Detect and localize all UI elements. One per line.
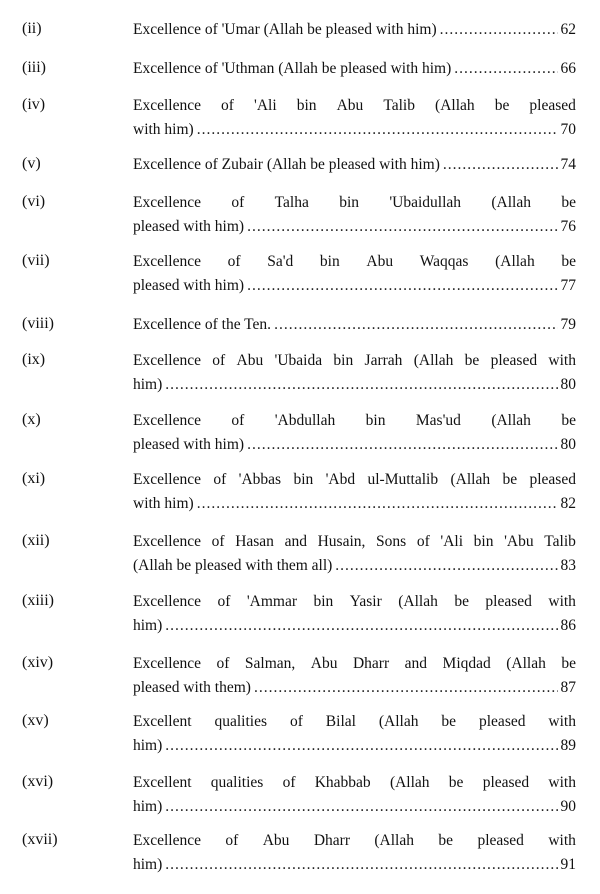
entry-title: [133, 652, 576, 700]
title-line: pleased with him): [133, 218, 245, 235]
entry-number: (xiii): [22, 592, 54, 609]
dot-leader: [335, 554, 557, 578]
title-line: him): [133, 617, 163, 634]
page-number: 74: [560, 156, 576, 173]
title-last-line: [133, 118, 576, 142]
page-number: 90: [560, 798, 576, 815]
entry-title: [133, 349, 576, 397]
title-line: Excellent qualities of Bilal (Allah be pleased with: [133, 713, 576, 730]
entry-title: [133, 530, 576, 578]
dot-leader: [165, 373, 557, 397]
title-line: Excellent qualities of Khabbab (Allah be pleased with: [133, 774, 576, 791]
title-line: Excellence of 'Uthman (Allah be pleased with him): [133, 60, 452, 77]
page-number: 80: [560, 436, 576, 453]
entry-number: (xii): [22, 532, 50, 549]
title-last-line: [133, 18, 576, 42]
title-line: Excellence of 'Ali bin Abu Talib (Allah be pleased: [133, 97, 576, 114]
dot-leader: [443, 153, 558, 177]
title-last-line: [133, 492, 576, 516]
page-number: 66: [560, 60, 576, 77]
title-last-line: [133, 853, 576, 877]
title-last-line: [133, 313, 576, 337]
entry-number: (xiv): [22, 654, 54, 671]
dot-leader: [197, 118, 558, 142]
title-line: Excellence of Talha bin 'Ubaidullah (Allah be: [133, 194, 576, 211]
page-number: 82: [560, 495, 576, 512]
dot-leader: [165, 734, 557, 758]
title-line: with him): [133, 495, 194, 512]
entry-title: [133, 829, 576, 877]
entry-title: [133, 710, 576, 758]
title-last-line: [133, 734, 576, 758]
page-number: 62: [560, 21, 576, 38]
entry-number: (xi): [22, 470, 46, 487]
dot-leader: [247, 433, 557, 457]
page-number: 76: [560, 218, 576, 235]
entry-number: (vii): [22, 252, 50, 269]
dot-leader: [440, 18, 558, 42]
dot-leader: [274, 313, 557, 337]
title-line: Excellence of the Ten.: [133, 316, 272, 333]
entry-title: [133, 250, 576, 298]
page-number: 83: [560, 557, 576, 574]
entry-number: (iv): [22, 96, 46, 113]
entry-title: [133, 18, 576, 42]
title-line: Excellence of Salman, Abu Dharr and Miqdad (Allah be: [133, 655, 576, 672]
title-line: Excellence of Zubair (Allah be pleased with him): [133, 156, 440, 173]
title-line: with him): [133, 121, 194, 138]
entry-number: (xvi): [22, 773, 54, 790]
title-line: him): [133, 798, 163, 815]
title-line: pleased with him): [133, 277, 245, 294]
entry-number: (v): [22, 155, 41, 172]
title-last-line: [133, 795, 576, 819]
entry-title: [133, 771, 576, 819]
title-line: Excellence of Sa'd bin Abu Waqqas (Allah be: [133, 253, 576, 270]
title-last-line: [133, 614, 576, 638]
entry-number: (xv): [22, 712, 49, 729]
title-line: pleased with him): [133, 436, 245, 453]
title-line: Excellence of 'Abdullah bin Mas'ud (Allah be: [133, 412, 576, 429]
title-line: him): [133, 376, 163, 393]
page-number: 86: [560, 617, 576, 634]
dot-leader: [165, 795, 557, 819]
title-last-line: [133, 676, 576, 700]
title-last-line: [133, 554, 576, 578]
entry-title: [133, 191, 576, 239]
title-line: Excellence of Hasan and Husain, Sons of 'Ali bin 'Abu Talib: [133, 533, 576, 550]
title-last-line: [133, 433, 576, 457]
entry-title: [133, 590, 576, 638]
title-line: Excellence of Abu Dharr (Allah be pleased with: [133, 832, 576, 849]
title-last-line: [133, 153, 576, 177]
entry-number: (viii): [22, 315, 54, 332]
dot-leader: [247, 215, 557, 239]
title-last-line: [133, 274, 576, 298]
entry-title: [133, 313, 576, 337]
title-line: Excellence of 'Umar (Allah be pleased with him): [133, 21, 437, 38]
dot-leader: [165, 853, 557, 877]
page-number: 80: [560, 376, 576, 393]
title-line: Excellence of Abu 'Ubaida bin Jarrah (Allah be pleased with: [133, 352, 576, 369]
entry-title: [133, 409, 576, 457]
title-line: Excellence of 'Abbas bin 'Abd ul-Muttalib (Allah be pleased: [133, 471, 576, 488]
title-line: Excellence of 'Ammar bin Yasir (Allah be pleased with: [133, 593, 576, 610]
page-number: 70: [560, 121, 576, 138]
entry-number: (ix): [22, 351, 46, 368]
entry-number: (x): [22, 411, 41, 428]
dot-leader: [254, 676, 558, 700]
entry-number: (xvii): [22, 831, 58, 848]
title-line: pleased with them): [133, 679, 251, 696]
entry-number: (vi): [22, 193, 46, 210]
page-number: 79: [560, 316, 576, 333]
dot-leader: [454, 57, 557, 81]
page-number: 87: [560, 679, 576, 696]
title-line: (Allah be pleased with them all): [133, 557, 333, 574]
page-number: 91: [560, 856, 576, 873]
entry-title: [133, 468, 576, 516]
entry-title: [133, 153, 576, 177]
title-last-line: [133, 215, 576, 239]
title-last-line: [133, 57, 576, 81]
dot-leader: [165, 614, 557, 638]
entry-title: [133, 57, 576, 81]
title-line: him): [133, 856, 163, 873]
entry-number: (iii): [22, 59, 46, 76]
entry-number: (ii): [22, 20, 42, 37]
entry-title: [133, 94, 576, 142]
title-line: him): [133, 737, 163, 754]
title-last-line: [133, 373, 576, 397]
page-number: 89: [560, 737, 576, 754]
dot-leader: [197, 492, 558, 516]
dot-leader: [247, 274, 557, 298]
page-number: 77: [560, 277, 576, 294]
